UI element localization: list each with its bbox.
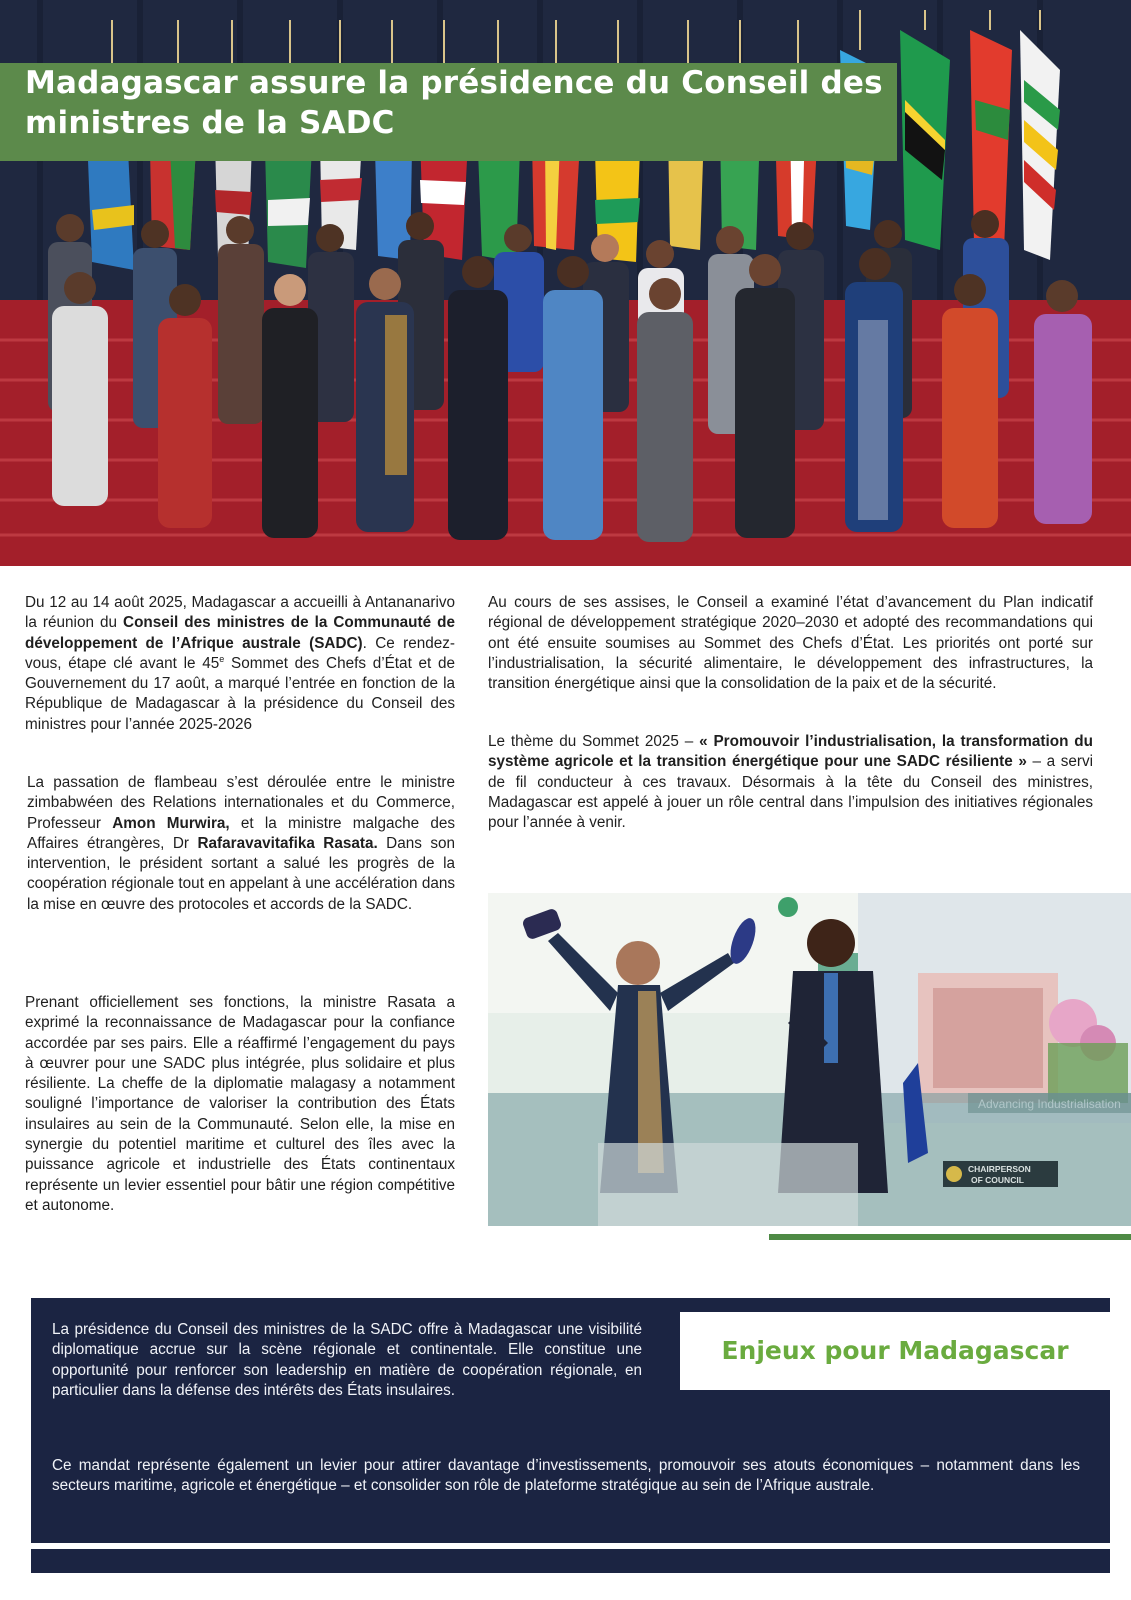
nameplate-line-2: OF COUNCIL xyxy=(971,1175,1024,1185)
intro-text-2: . Ce rendez-vous, étape clé avant le 45 xyxy=(25,634,456,672)
handover-bold-rasata: Rafaravavitafika Rasata. xyxy=(197,834,378,852)
enjeux-heading-card xyxy=(680,1312,1110,1390)
left-column-rasata xyxy=(25,993,455,1216)
enjeux-paragraph-2: Ce mandat représente également un levier pour attirer davantage d’investissements, promouvoir ses atouts économiques – notamment dans les secteurs maritime, agricole et énergétique – et consolider son rôle de plateforme stratégique au sein de l’Afrique australe. xyxy=(52,1457,1080,1495)
enjeux-paragraph-1: La présidence du Conseil des ministres de la SADC offre à Madagascar une visibilité diplomatique accrue sur la scène régionale et continentale. Elle constitue une opportunité pour renforcer son leadership en matière de coopération régionale, en particulier dans la défense des intérêts des États insulaires. xyxy=(52,1321,642,1399)
intro-bold-sadc: Conseil des ministres de la Communauté de développement de l’Afrique australe (SADC) xyxy=(25,614,455,652)
theme-bold-quote: « Promouvoir l’industrialisation, la transformation du système agricole et la transition énergétique pour une SADC résiliente » xyxy=(488,733,1093,771)
intro-text-1: Du 12 au 14 août 2025, Madagascar a accueilli à Antananarivo la réunion du xyxy=(25,594,455,632)
right-column xyxy=(488,593,1093,694)
hero-photo xyxy=(0,0,1131,566)
left-column-handover xyxy=(27,773,455,915)
group-photo-people xyxy=(0,190,1131,566)
paragraph-handover xyxy=(27,773,455,915)
bottom-navy-strip xyxy=(31,1549,1110,1573)
handover-text-1: La passation de flambeau s’est déroulée entre le ministre zimbabwéen des Relations internationales et du Commerce, Professeur xyxy=(27,774,455,832)
handover-bold-murwira: Amon Murwira, xyxy=(112,814,230,832)
enjeux-heading: Enjeux pour Madagascar xyxy=(721,1336,1069,1365)
paragraph-intro xyxy=(25,593,455,735)
paragraph-summit-theme xyxy=(488,732,1093,833)
left-column xyxy=(25,593,455,735)
nameplate-line-1: CHAIRPERSON xyxy=(968,1164,1031,1174)
theme-text-1: Le thème du Sommet 2025 – xyxy=(488,733,700,750)
paragraph-rasata: Prenant officiellement ses fonctions, la ministre Rasata a exprimé la reconnaissance de Madagascar pour la confiance accordée par ses pairs. Elle a réaffirmé l’engagement du pays à œuvrer pour une SADC plus intégrée, plus solidaire et plus résiliente. La cheffe de la diplomatie malagasy a notamment souligné l’importance de valoriser la contribution des États insulaires au sein de la Communauté. Selon elle, la mise en synergie du potentiel maritime et culturel des îles avec la puissance agricole et industrielle des États continentaux représente un levier essentiel pour bâtir une région compétitive et autonome. xyxy=(25,994,455,1214)
handover-text-2: et la ministre malgache des Affaires étrangères, Dr xyxy=(27,814,456,852)
inset-photo xyxy=(488,893,1131,1226)
enjeux-text-2 xyxy=(52,1456,1080,1497)
handover-text-3: Dans son intervention, le président sortant a salué les progrès de la coopération régionale tout en appelant à une accélération dans la mise en œuvre des protocoles et accords de la SADC. xyxy=(27,834,456,913)
title-band xyxy=(0,63,897,161)
intro-superscript: e xyxy=(219,653,225,664)
inset-photo-scene xyxy=(488,893,1131,1226)
enjeux-text-1 xyxy=(52,1320,642,1401)
page-title: Madagascar assure la présidence du Conseil des ministres de la SADC xyxy=(25,65,883,141)
theme-text-2: – a servi de fil conducteur à ces travaux. Désormais à la tête du Conseil des ministres, Madagascar est appelé à jouer un rôle central dans l’impulsion des initiatives régionales pour l’année à venir. xyxy=(488,753,1093,832)
paragraph-council-review: Au cours de ses assises, le Conseil a examiné l’état d’avancement du Plan indicatif régional de développement stratégique 2020–2030 et adopté des recommandations qui ont été ensuite soumises au Sommet des Chefs d’État. Les priorités ont porté sur l’industrialisation, la sécurité alimentaire, le développement des infrastructures, la transition énergétique ainsi que la consolidation de la paix et de la sécurité. xyxy=(488,594,1093,693)
right-column-theme xyxy=(488,732,1093,833)
inset-accent-rule xyxy=(769,1234,1131,1240)
intro-text-3: Sommet des Chefs d’État et de Gouvernement du 17 août, a marqué l’entrée en fonction de la République de Madagascar à la présidence du Conseil des ministres pour l’année 2025-2026 xyxy=(25,654,455,733)
